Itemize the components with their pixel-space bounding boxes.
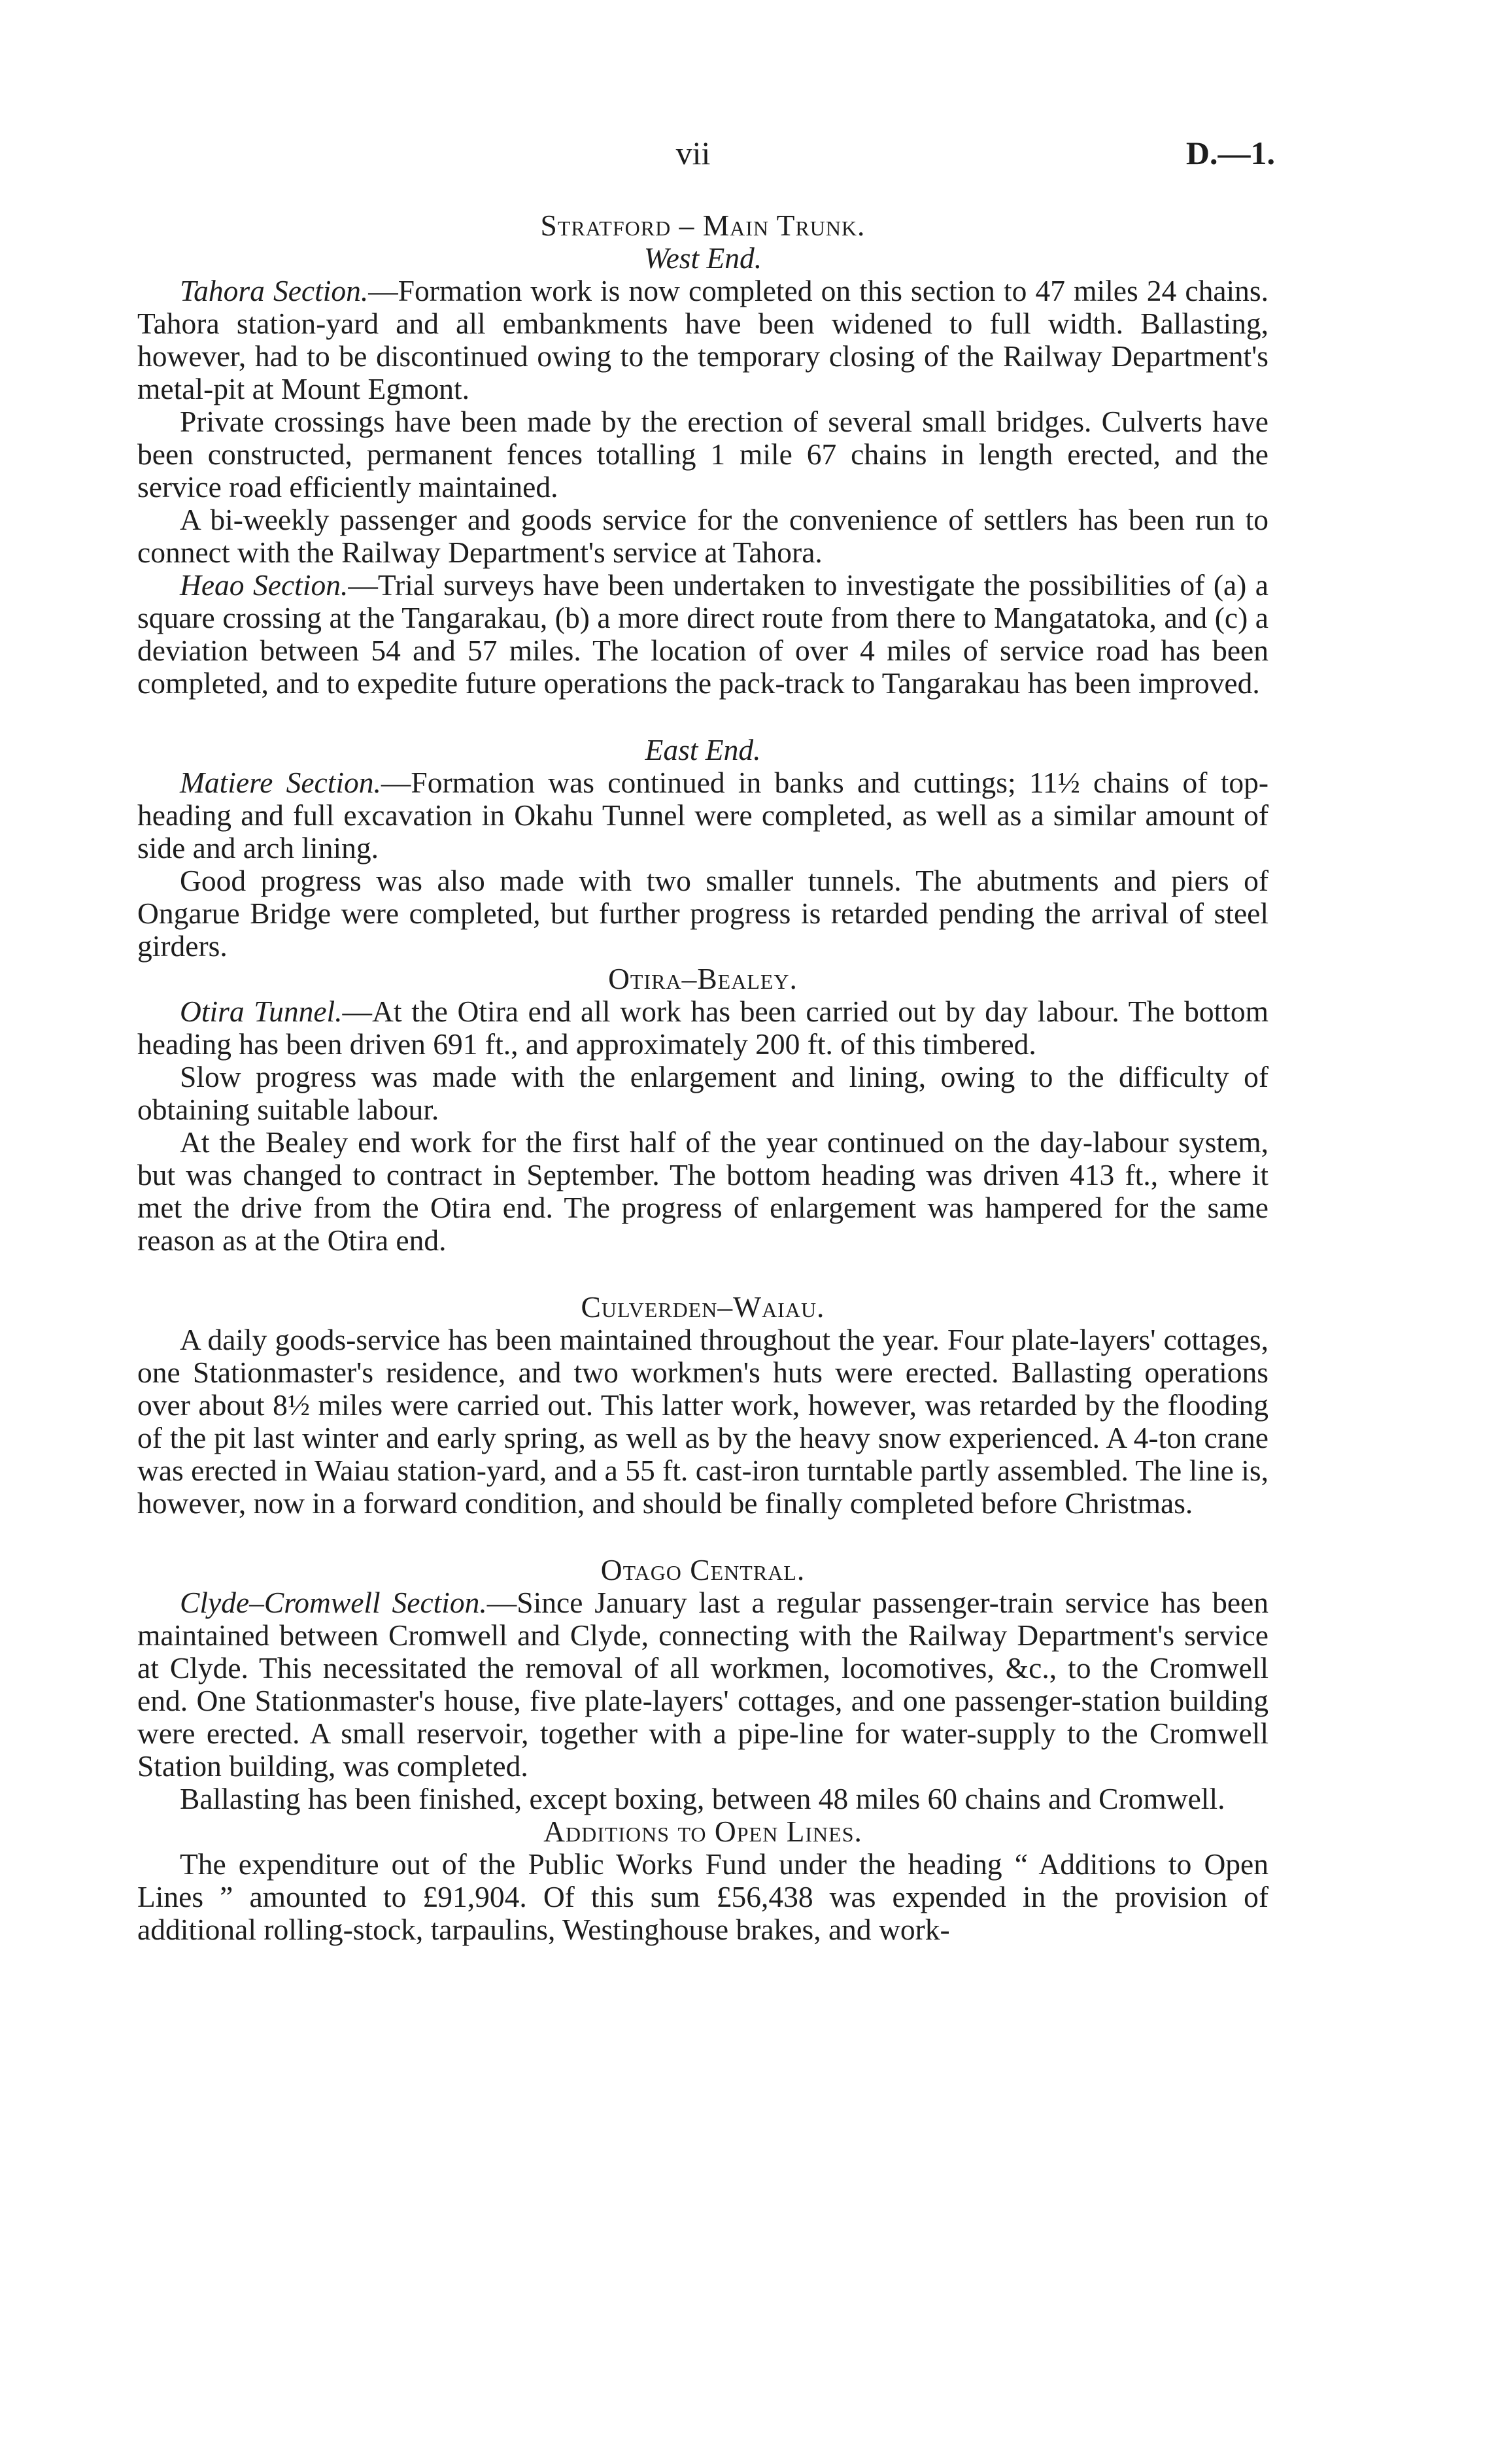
lead-clyde-cromwell-section: Clyde–Cromwell Section.	[180, 1586, 487, 1619]
section-heading-culverden: Culverden–Waiau.	[581, 1290, 825, 1324]
paragraph-passenger-service: A bi-weekly passenger and goods service for the convenience of settlers has been run to connect with the Railway Department's service at Tahora.	[137, 503, 1268, 569]
paragraph-crossings: Private crossings have been made by the erection of several small bridges. Culverts have been constructed, permanent fences totalling 1 mile 67 chains in length erected, and the service road efficiently maintained.	[137, 405, 1268, 504]
body-text	[137, 209, 1268, 1946]
subheading-west-end: West End.	[643, 241, 762, 275]
paragraph-tunnels: Good progress was also made with two smaller tunnels. The abutments and piers of Ongarue Bridge were completed, but further progress is retarded pending the arrival of steel girders.	[137, 864, 1268, 963]
spacer	[137, 1257, 1268, 1291]
spacer	[137, 1520, 1268, 1554]
paragraph-text: —At the Otira end all work has been carried out by day labour. The bottom heading has been driven 691 ft., and approximately 200 ft. of this timbered.	[137, 995, 1268, 1061]
section-heading-stratford: Stratford – Main Trunk.	[540, 209, 866, 242]
paragraph-text: —Since January last a regular passenger-train service has been maintained between Cromwell and Clyde, connecting with the Railway Department's service at Clyde. This necessitated the removal of all workmen, locomotives, &c., to the Cromwell end. One Stationmaster's house, five plate-layers' cottages, and one passenger-station building were erected. A small reservoir, together with a pipe-line for water-supply to the Cromwell Station building, was completed.	[137, 1586, 1268, 1783]
paragraph-otira-tunnel	[137, 995, 1268, 1061]
lead-matiere-section: Matiere Section.	[180, 766, 381, 799]
lead-tahora-section: Tahora Section.	[180, 274, 369, 307]
section-heading-additions: Additions to Open Lines.	[543, 1815, 862, 1848]
paragraph-text: —Formation work is now completed on this section to 47 miles 24 chains. Tahora station-yard and all embankments have been widened to full width. Ballasting, however, had to be discontinued owing to the temporary closing of the Railway Department's metal-pit at Mount Egmont.	[137, 274, 1268, 405]
paragraph-culverden: A daily goods-service has been maintained throughout the year. Four plate-layers' cottages, one Stationmaster's residence, and two workmen's huts were erected. Ballasting operations over about 8½ miles were carried out. This latter work, however, was retarded by the flooding of the pit last winter and early spring, as well as by the heavy snow experienced. A 4-ton crane was erected in Waiau station-yard, and a 55 ft. cast-iron turntable partly assembled. The line is, however, now in a forward condition, and should be finally completed before Christmas.	[137, 1323, 1268, 1520]
lead-heao-section: Heao Section.	[180, 568, 349, 602]
paragraph-ballasting: Ballasting has been finished, except boxing, between 48 miles 60 chains and Cromwell.	[180, 1782, 1225, 1815]
paragraph-matiere	[137, 766, 1268, 864]
section-heading-otira: Otira–Bealey.	[608, 962, 798, 995]
paragraph-tahora	[137, 275, 1268, 405]
document-reference: D.—1.	[1185, 135, 1275, 171]
subheading-east-end: East End.	[645, 733, 761, 766]
paragraph-bealey-end: At the Bealey end work for the first half of the year continued on the day-labour system, but was changed to contract in September. The bottom heading was driven 413 ft., where it met the drive from the Otira end. The progress of enlargement was hampered for the same reason as at the Otira end.	[137, 1125, 1268, 1257]
page-number: vii	[675, 135, 711, 171]
paragraph-text: —Trial surveys have been undertaken to investigate the possibilities of (a) a square crossing at the Tangarakau, (b) a more direct route from there to Mangatatoka, and (c) a deviation between 54 and 57 miles. The location of over 4 miles of service road has been completed, and to expedite future operations the pack-track to Tangarakau has been improved.	[137, 568, 1268, 700]
paragraph-clyde-cromwell	[137, 1586, 1268, 1783]
spacer	[137, 700, 1268, 734]
lead-otira-tunnel: Otira Tunnel.	[180, 995, 343, 1028]
paragraph-enlargement: Slow progress was made with the enlargement and lining, owing to the difficulty of obtaining suitable labour.	[137, 1060, 1268, 1126]
paragraph-heao	[137, 569, 1268, 700]
section-heading-otago: Otago Central.	[600, 1553, 806, 1586]
paragraph-expenditure: The expenditure out of the Public Works Fund under the heading “ Additions to Open Lines ” amounted to £91,904. Of this sum £56,438 was expended in the provision of additional rolling-stock, tarpaulins, Westinghouse brakes, and work-	[137, 1847, 1268, 1946]
paragraph-text: —Formation was continued in banks and cuttings; 11½ chains of top-heading and full excavation in Okahu Tunnel were completed, as well as a similar amount of side and arch lining.	[137, 766, 1268, 864]
